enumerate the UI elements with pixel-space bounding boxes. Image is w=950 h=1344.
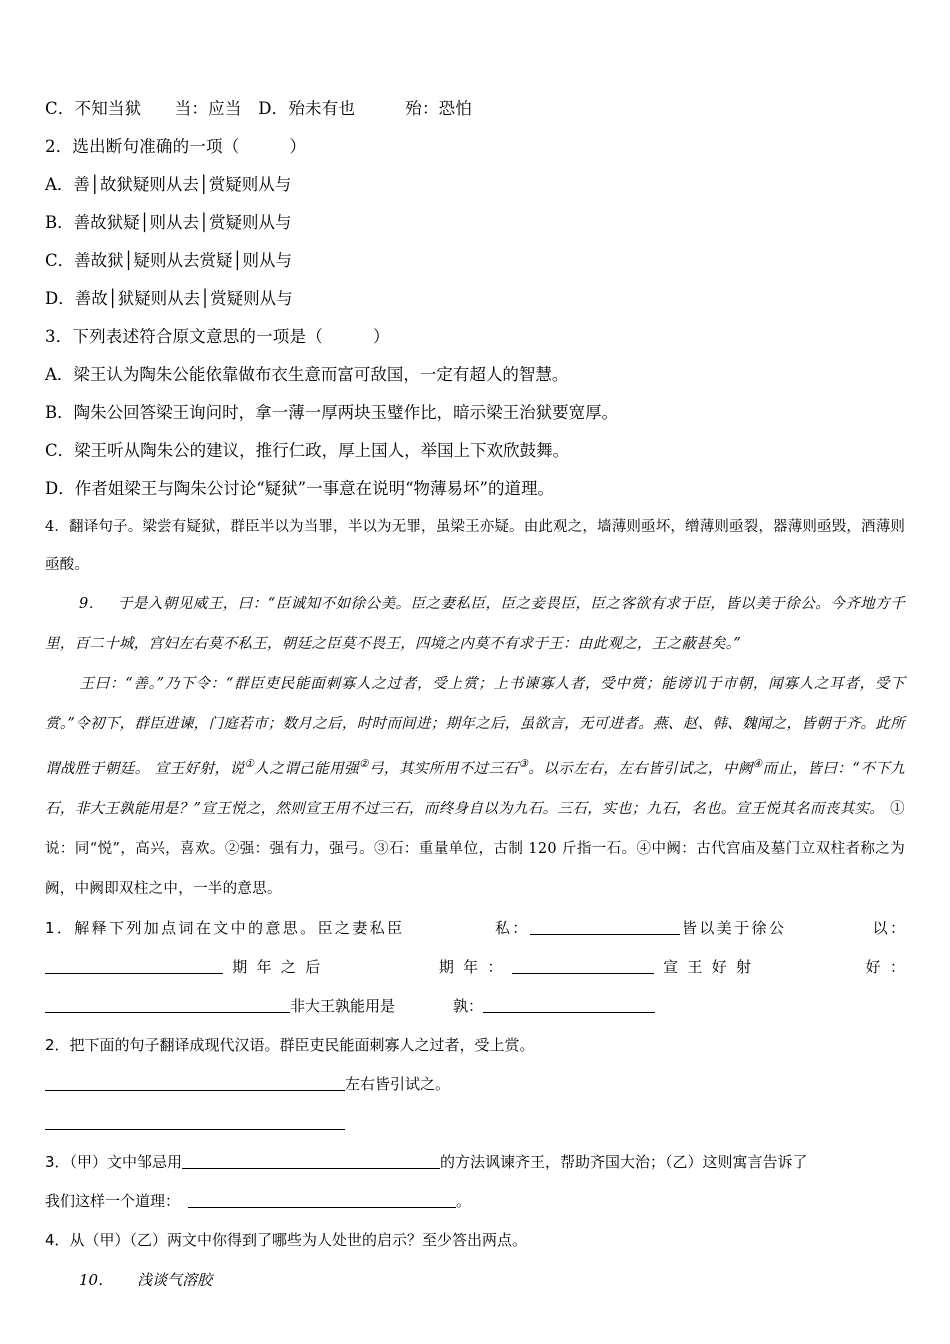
question-1-options-cd: C．不知当狱 当：应当 D．殆未有也 殆：恐怕 [45, 99, 473, 118]
question-3-option-b: B．陶朱公回答梁王询问时，拿一薄一厚两块玉璧作比，暗示梁王治狱要宽厚。 [45, 403, 619, 422]
answer-blank[interactable] [188, 1193, 456, 1208]
question-3-option-d: D．作者姐梁王与陶朱公讨论“疑狱”一事意在说明“物薄易坏”的道理。 [45, 479, 554, 498]
question-4-translate: 4．翻译句子。梁尝有疑狱，群臣半以为当罪，半以为无罪，虽梁王亦疑。由此观之，墙薄则亟坏，缯薄则亟裂，器薄则亟毁，酒薄则亟酸。 [45, 519, 905, 573]
reading-q1-key-4: 好： [856, 957, 905, 976]
reading-q3-part-2: 的方法讽谏齐王，帮助齐国大治；（乙）这则寓言告诉了 [440, 1152, 808, 1171]
question-2-option-c: C．善故狱│疑则从去赏疑│则从与 [45, 251, 292, 270]
reading-q1-key-1: 私： [492, 918, 530, 937]
footnote-marker-1: ① [244, 758, 255, 770]
passage-number: 9． [79, 596, 104, 612]
footnote-marker-2: ② [359, 758, 369, 770]
answer-blank[interactable] [45, 1115, 345, 1130]
reading-q1-key-3: 期年： [429, 957, 512, 976]
reading-question-2 [45, 1026, 905, 1065]
question-3-option-c: C．梁王听从陶朱公的建议，推行仁政，厚上国人，举国上下欢欣鼓舞。 [45, 441, 570, 460]
reading-q1-key-2: 以： [870, 918, 905, 937]
reading-q1-key-5: 孰： [453, 996, 484, 1015]
reading-question-1-label: 1．解释下列加点词在文中的意思。臣之妻私臣 [45, 918, 405, 937]
reading-q3-part-3: 我们这样一个道理： [45, 1191, 181, 1210]
passage-text-2e: 而止，皆曰：“不下九石，非大王孰能用是？”宣王悦之，然则宣王用不过三石，而终身自以为九石。三石，实也；九石，名也。宣王悦其名而丧其实。 [45, 760, 905, 817]
passage-text-2b: 人之谓己能用强 [254, 760, 360, 777]
question-2-option-b: B．善故狱疑│则从去│赏疑则从与 [45, 213, 292, 232]
answer-blank[interactable] [483, 998, 655, 1013]
passage-text-2d: 。以示左右，左右皆引试之，中阙 [528, 760, 753, 777]
reading-question-2-answer-line-2 [45, 1104, 905, 1143]
answer-blank[interactable] [530, 920, 680, 935]
next-item [45, 1260, 905, 1300]
reading-question-3 [45, 1143, 905, 1182]
answer-blank[interactable] [45, 959, 223, 974]
footnote-marker-3: ③ [518, 758, 529, 770]
passage-text-2c: 弓，其实所用不过三石 [368, 760, 519, 777]
reading-q3-part-4: 。 [456, 1191, 472, 1210]
reading-q1-text-2: 期年之后 [223, 957, 330, 976]
reading-q2-tail: 左右皆引试之。 [345, 1074, 451, 1093]
reading-question-2-label: 2．把下面的句子翻译成现代汉语。群臣吏民能面刺寡人之过者，受上赏。 [45, 1035, 535, 1054]
next-item-number: 10． [79, 1270, 114, 1289]
reading-question-4: 4．从（甲）（乙）两文中你得到了哪些为人处世的启示？至少答出两点。 [45, 1230, 528, 1249]
answer-blank[interactable] [45, 1076, 345, 1091]
passage-text-2a: 王曰：“善。”乃下令：“群臣吏民能面刺寡人之过者，受上赏；上书谏寡人者，受中赏；能谤讥于市朝，闻寡人之耳者，受下赏。”令初下，群臣进谏，门庭若市；数月之后，时时而间进；期年之后，虽欲言，无可进者。燕、赵、韩、魏闻之，皆朝于齐。此所谓战胜于朝廷。 宣王好射，说 [45, 676, 905, 777]
question-2-option-d: D．善故│狱疑则从去│赏疑则从与 [45, 289, 293, 308]
question-2-option-a: A．善│故狱疑则从去│赏疑则从与 [45, 175, 292, 194]
passage-paragraph-1 [45, 584, 905, 664]
reading-question-2-answer-line-1 [45, 1065, 905, 1104]
answer-blank[interactable] [512, 959, 654, 974]
question-2-stem: 2．选出断句准确的一项（ ） [45, 137, 307, 156]
question-3-stem: 3．下列表述符合原文意思的一项是（ ） [45, 327, 390, 346]
reading-q1-text-3: 宣王好射 [653, 957, 761, 976]
reading-q1-text-4: 非大王孰能用是 [290, 996, 396, 1015]
answer-blank[interactable] [197, 998, 290, 1013]
passage-text-1: 于是入朝见威王，曰：“臣诚知不如徐公美。臣之妻私臣，臣之妾畏臣，臣之客欲有求于臣，皆以美于徐公。今齐地方千里，百二十城，宫妇左右莫不私王，朝廷之臣莫不畏王，四境之内莫不有求于王：由此观之，王之蔽甚矣。” [45, 596, 905, 652]
answer-blank[interactable] [182, 1154, 440, 1169]
reading-question-1 [45, 909, 905, 1026]
reading-question-3-line-2 [45, 1182, 905, 1221]
next-item-title: 浅谈气溶胶 [137, 1270, 213, 1289]
reading-q3-part-1: 3．（甲）文中邹忌用 [45, 1152, 183, 1171]
question-3-option-a: A．梁王认为陶朱公能依靠做布衣生意而富可敌国，一定有超人的智慧。 [45, 365, 569, 384]
passage-paragraph-2 [45, 664, 905, 909]
passage-footnotes: ①说：同“悦”，高兴，喜欢。②强：强有力，强弓。③石：重量单位，古制 120 斤指一石。④中阙：古代宫庙及墓门立双柱者称之为阙，中阙即双柱之中，一半的意思。 [45, 800, 905, 897]
reading-q1-text-1: 皆以美于徐公 [679, 918, 787, 937]
answer-blank[interactable] [45, 998, 197, 1013]
footnote-marker-4: ④ [752, 758, 763, 770]
